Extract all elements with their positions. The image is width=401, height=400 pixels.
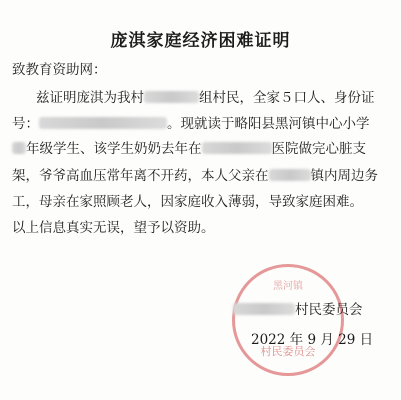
signature-text: 村民委员会 <box>295 302 363 318</box>
body-line-6: 以上信息真实无误，望予以资助。 <box>12 220 215 236</box>
body-line-4-before: 架，爷爷高血压常年离不开药，本人父亲在 <box>12 168 269 184</box>
body-line-3-text: 年级学生、该学生奶奶去年在 <box>26 141 202 157</box>
official-stamp <box>232 264 344 376</box>
body-line-4-after: 镇内周边务 <box>310 168 378 184</box>
body-line-4 <box>12 168 389 184</box>
stamp-top-text: 黑河镇 <box>273 281 303 292</box>
redacted-id-number <box>39 117 167 129</box>
redacted-village-group <box>144 91 199 103</box>
document-date: 2022 年 9 月 29 日 <box>251 332 374 348</box>
signature-line <box>233 298 363 318</box>
body-line-2 <box>12 116 389 132</box>
body-line-5: 工，母亲在家照顾老人，因家庭收入薄弱，导致家庭困难。 <box>12 194 363 210</box>
redacted-hospital <box>202 142 272 154</box>
body-line-3-tail: 医院做完心脏支 <box>271 141 366 157</box>
body-line-1-before: 兹证明庞淇为我村 <box>36 90 144 106</box>
body-line-1-after: 组村民，全家５口人、身份证 <box>199 90 375 106</box>
body-line-1 <box>36 90 389 106</box>
stamp-bottom-text: 村民委员会 <box>260 345 316 358</box>
salutation: 致教育资助网： <box>12 62 107 78</box>
document-title: 庞淇家庭经济困难证明 <box>110 31 291 51</box>
body-line-3 <box>12 141 389 157</box>
body-line-2-after: 。现就读于略阳县黑河镇中心小学 <box>167 116 370 132</box>
redacted-village-name <box>233 303 295 315</box>
redacted-grade <box>12 142 26 154</box>
body-line-2-before: 号： <box>12 116 39 132</box>
redacted-town <box>269 169 311 181</box>
